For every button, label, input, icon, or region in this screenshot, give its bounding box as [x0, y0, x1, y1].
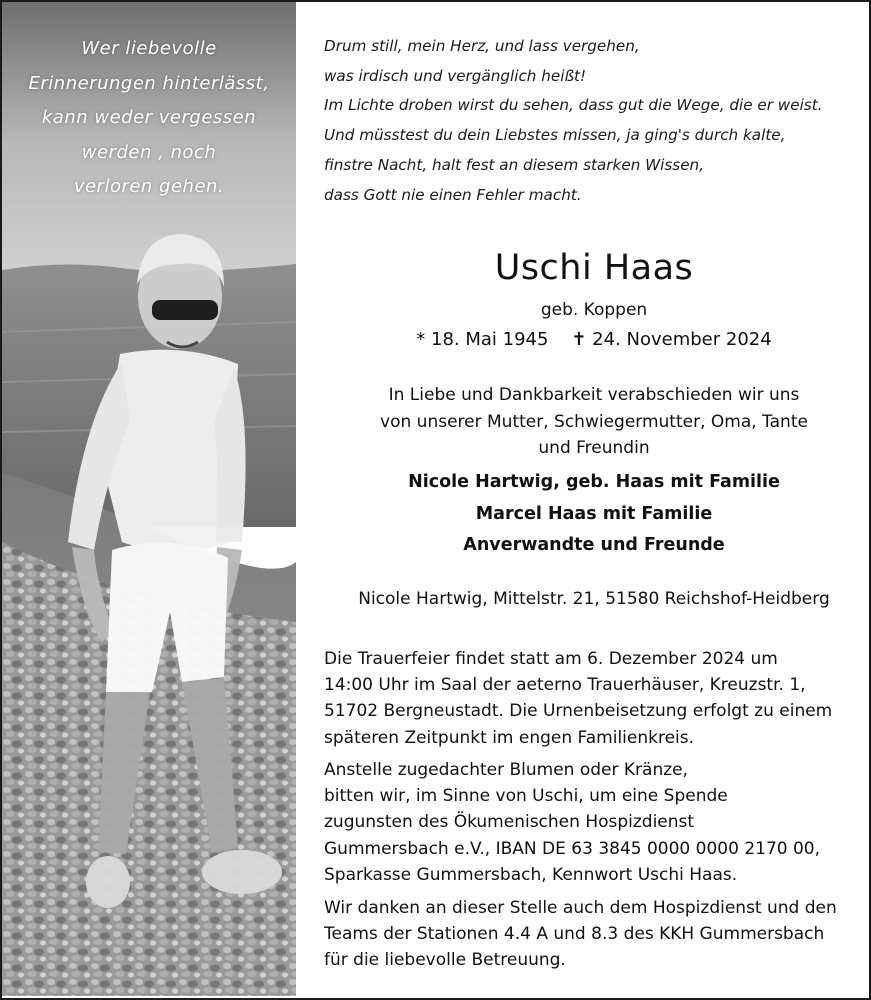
poem-line: dass Gott nie einen Fehler macht.: [324, 185, 582, 204]
life-dates: [320, 326, 868, 354]
mourner-line: Marcel Haas mit Familie: [475, 503, 713, 524]
quote-line: kann weder vergessen: [41, 107, 257, 128]
poem-line: Im Lichte droben wirst du sehen, dass gut die Wege, die er weist.: [324, 96, 823, 115]
poem: [324, 32, 823, 210]
mourner-line: Anverwandte und Freunde: [463, 535, 725, 555]
poem-line: was irdisch und vergänglich heißt!: [324, 66, 587, 85]
thanks-line: Wir danken an dieser Stelle auch dem Hospizdienst und den: [324, 898, 837, 918]
farewell-line: In Liebe und Dankbarkeit verabschieden wir uns: [388, 385, 800, 405]
quote-line: werden , noch: [81, 141, 217, 163]
poem-line: finstre Nacht, halt fest an diesem starken Wissen,: [324, 155, 705, 174]
donation-line: zugunsten des Ökumenischen Hospizdienst: [324, 812, 695, 833]
donation-request: [324, 757, 820, 888]
farewell-line: von unserer Mutter, Schwiegermutter, Oma, Tante: [380, 411, 808, 432]
funeral-details: [324, 646, 832, 751]
farewell-text: [320, 382, 868, 462]
funeral-line: 51702 Bergneustadt. Die Urnenbeisetzung erfolgt zu einem: [324, 701, 833, 722]
memorial-quote: [2, 32, 296, 205]
quote-line: verloren gehen.: [73, 176, 225, 197]
poem-line: Drum still, mein Herz, und lass vergehen,: [324, 37, 640, 55]
death-date: ✝ 24. November 2024: [571, 329, 772, 350]
donation-line: Sparkasse Gummersbach, Kennwort Uschi Haas.: [324, 864, 738, 885]
memorial-photo: [2, 2, 296, 996]
donation-line: Gummersbach e.V., IBAN DE 63 3845 0000 0000 2170 00,: [324, 838, 821, 859]
funeral-line: 14:00 Uhr im Saal der aeterno Trauerhäuser, Kreuzstr. 1,: [324, 675, 806, 696]
poem-line: Und müsstest du dein Liebstes missen, ja ging's durch kalte,: [324, 126, 786, 145]
thanks-note: [324, 895, 837, 974]
contact-address: Nicole Hartwig, Mittelstr. 21, 51580 Reichshof-Heidberg: [358, 589, 830, 609]
funeral-line: Die Trauerfeier findet statt am 6. Dezember 2024 um: [324, 649, 778, 669]
quote-line: Wer liebevolle: [81, 38, 217, 59]
thanks-line: für die liebevolle Betreuung.: [324, 950, 566, 971]
mourners-list: [320, 467, 868, 562]
donation-line: Anstelle zugedachter Blumen oder Kränze,: [324, 760, 689, 780]
farewell-line: und Freundin: [538, 438, 650, 458]
mourner-line: Nicole Hartwig, geb. Haas mit Familie: [408, 472, 780, 492]
donation-line: bitten wir, im Sinne von Uschi, um eine Spende: [324, 786, 728, 807]
birth-date: * 18. Mai 1945: [416, 329, 549, 350]
deceased-name: Uschi Haas: [494, 248, 694, 288]
birth-name: geb. Koppen: [540, 300, 648, 320]
quote-line: Erinnerungen hinterlässt,: [28, 72, 270, 94]
thanks-line: Teams der Stationen 4.4 A und 8.3 des KKH Gummersbach: [324, 924, 825, 945]
funeral-line: späteren Zeitpunkt im engen Familienkreis.: [324, 727, 695, 748]
